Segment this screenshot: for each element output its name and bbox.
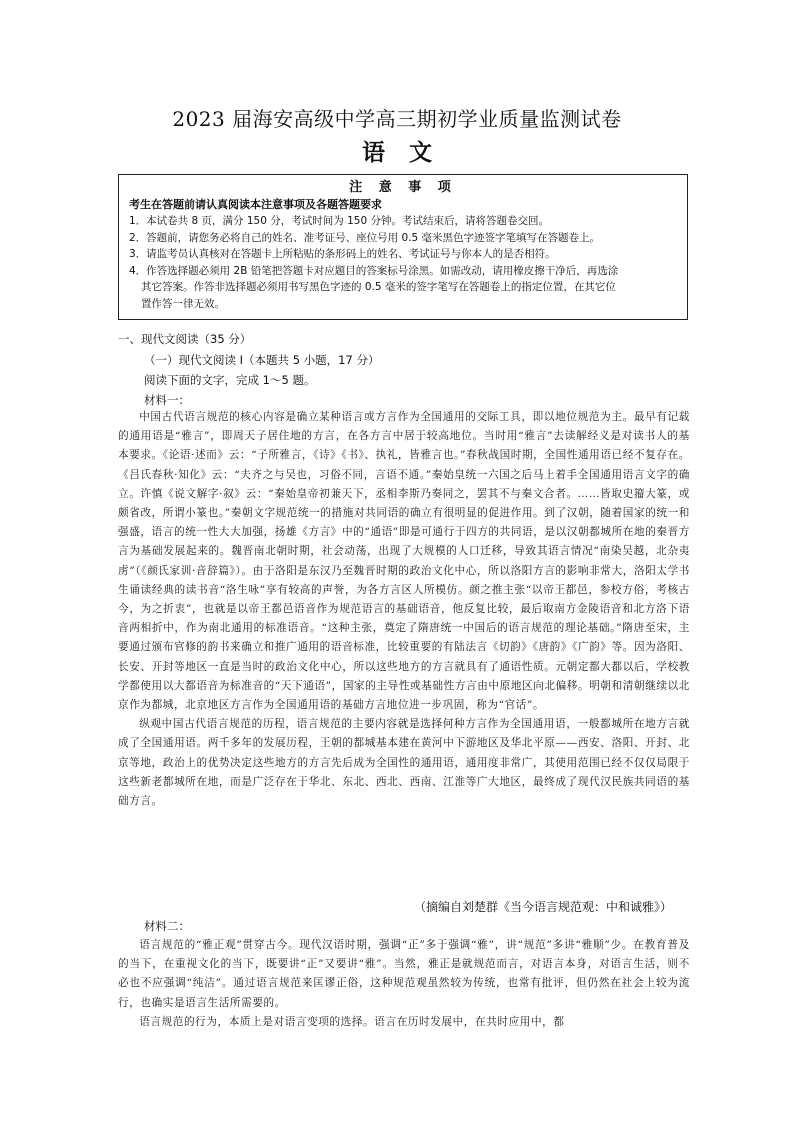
notice-title: 注 意 事 项 <box>349 180 457 195</box>
section-heading: 一、现代文阅读（35 分） <box>118 332 252 346</box>
instruction-text: 阅读下面的文字，完成 1～5 题。 <box>144 373 316 387</box>
subject-title: 语文 <box>362 139 456 166</box>
exam-title: 2023 届海安高级中学高三期初学业质量监测试卷 <box>172 107 622 131</box>
material1-paragraph: 中国古代语言规范的核心内容是确立某种语言或方言作为全国通用的交际工具，即以地位规范为主。最早有记载的通用语是“雅言”，即周天子居住地的方言，在各方言中居于较高地位。当时用“雅言”去读解经义是对读书人的基本要求。《论语·述而》云：“子所雅言，《诗》《书》、执礼，皆雅言也。”春秋战国时期，全国性通用语已经不复存在。《吕氏春秋·知化》云：“夫齐之与吴也，习俗不同，言语不通。”秦始皇统一六国之后马上着手全国通用语言文字的确立。许慎《说文解字·叙》云：“秦始皇帝初兼天下，丞相李斯乃奏同之，罢其不与秦文合者。……皆取史籀大篆，或颇省改，所谓小篆也。”秦朝文字规范统一的措施对共同语的确立有很明显的促进作用。到了汉朝，随着国家的统一和强盛，语言的统一性大大加强，扬雄《方言》中的“通语”即是可通行于四方的共同语，是以汉朝都城所在地的秦晋方言为基础发展起来的。魏晋南北朝时期，社会动荡，出现了大规模的人口迁移，导致其语言情况“南染吴越，北杂夷虏”（《颜氏家训·音辞篇》）。由于洛阳是东汉乃至魏晋时期的政治文化中心，所以洛阳方言的影响非常大，洛阳太学书生诵读经典的读书音“洛生咏”享有较高的声誉，为各方言区人所模仿。颜之推主张“以帝王都邑，参校方俗，考核古今，为之折衷”，也就是以帝王都邑语音作为规范语言的基础语音，他反复比较，最后取南方金陵语音和北方洛下语音两相折中，作为南北通用的标准语音。“这种主张，奠定了隋唐统一中国后的语言规范的理论基础。”隋唐至宋，主要通过颁布官修的韵书来确立和推广通用的语音标准，比较重要的有陆法言《切韵》《唐韵》《广韵》等。因为洛阳、长安、开封等地区一直是当时的政治文化中心，所以这些地方的方言就具有了通语性质。元朝定都大都以后，学校教学都使用以大都语音为标准音的“天下通语”，国家的主导性或基础性方言由中原地区向北偏移。明朝和清朝继续以北京作为都城，北京地区方言作为全国通用语的基础方言地位进一步巩固，称为“官话”。 <box>118 411 690 712</box>
material1-body <box>118 408 690 811</box>
material2-body <box>118 936 690 1032</box>
notice-item: 2．答题前，请您务必将自己的姓名、准考证号、座位号用 0.5 毫米黑色字迹签字笔填写在答题卷上。 <box>129 231 601 244</box>
notice-subtitle: 考生在答题前请认真阅读本注意事项及各题答题要求 <box>129 198 382 211</box>
source-citation: （摘编自刘楚群《当今语言规范观：中和诚雅》） <box>413 900 672 914</box>
section-subheading: （一）现代文阅读 I（本题共 5 小题，17 分） <box>144 353 380 367</box>
material1-paragraph: 纵观中国古代语言规范的历程，语言规范的主要内容就是选择何种方言作为全国通用语，一般都城所在地方言就成了全国通用语。两千多年的发展历程，王朝的都城基本建在黄河中下游地区及华北平原——西安、洛阳、开封、北京等地，政治上的优势决定这些地方的方言先后成为全国性的通用语，通用度非常广，其使用范围已经不仅仅局限于这些新老都城所在地，而是广泛存在于华北、东北、西北、西南、江淮等广大地区，最终成了现代汉民族共同语的基础方言。 <box>118 718 690 808</box>
material2-paragraph: 语言规范的行为，本质上是对语言变项的选择。语言在历时发展中，在共时应用中，都 <box>139 1015 565 1028</box>
notice-item: 4．作答选择题必须用 2B 铅笔把答题卡对应题目的答案标号涂黑。如需改动，请用橡皮擦干净后，再选涂 <box>129 264 619 277</box>
notice-item-continuation: 置作答一律无效。 <box>141 297 225 310</box>
notice-item: 1．本试卷共 8 页，满分 150 分，考试时间为 150 分钟。考试结束后，请将答题卷交回。 <box>129 215 549 227</box>
notice-box <box>118 174 688 320</box>
notice-item-continuation: 其它答案。作答非选择题必须用书写黑色字迹的 0.5 毫米的签字笔写在答题卷上的指定位置，在其它位 <box>141 281 616 293</box>
material2-label: 材料二： <box>144 919 190 933</box>
material1-label: 材料一： <box>144 393 190 407</box>
material2-paragraph: 语言规范的“雅正观”贯穿古今。现代汉语时期，强调“正”多于强调“雅”，讲“规范”多讲“雅顺”少。在教育普及的当下，在重视文化的当下，既要讲“正”又要讲“雅”。当然，雅正是就规范而言，对语言本身，对语言生活，则不必也不应强调“纯洁”。通过语言规范来匡谬正俗，这种规范观虽然较为传统，也常有批评，但仍然在社会上较为流行，也确实是语言生活所需要的。 <box>118 939 690 1009</box>
notice-item: 3．请监考员认真核对在答题卡上所粘贴的条形码上的姓名、考试证号与你本人的是否相符。 <box>129 248 556 260</box>
